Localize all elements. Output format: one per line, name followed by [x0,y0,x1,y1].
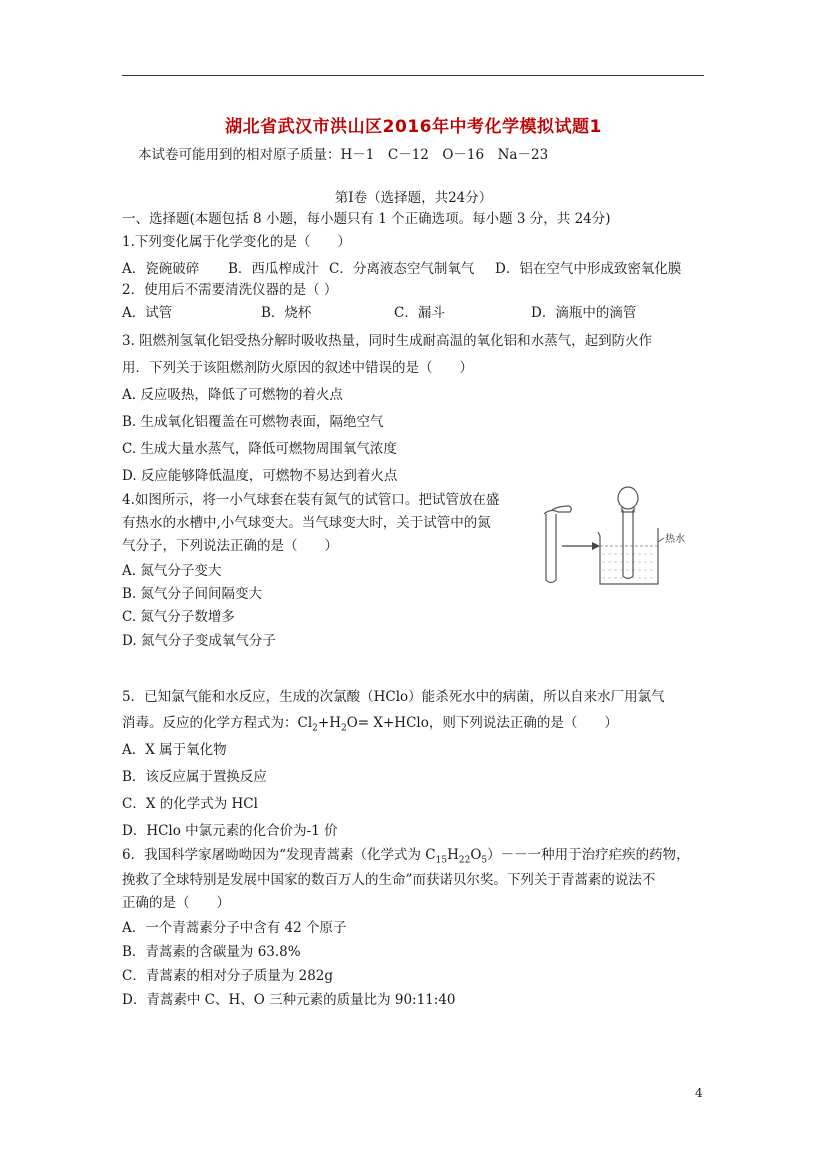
test-tube-before [544,506,571,583]
q6-stem-text: 6．我国科学家屠呦呦因为“发现青蒿素（化学式为 C [122,847,436,863]
q5-subscript: 2 [312,723,318,734]
test-tube-after [618,487,638,579]
q4-stem-line1: 4.如图所示，将一小气球套在装有氮气的试管口。把试管放在盛 [122,492,500,508]
q2-option-d: D．滴瓶中的滴管 [531,305,637,321]
q5-option-b: B．该反应属于置换反应 [122,769,267,785]
q1-stem: 1.下列变化属于化学变化的是（ ） [122,234,351,250]
q2-option-c: C．漏斗 [394,305,445,321]
page-number: 4 [695,1086,703,1100]
atomic-masses-note: 本试卷可能用到的相对原子质量：H－1 C－12 O－16 Na－23 [138,147,549,163]
q2-options [122,304,636,322]
q3-option-d: D. 反应能够降低温度，可燃物不易达到着火点 [122,468,398,484]
q4-option-b: B. 氮气分子间间隔变大 [122,586,263,602]
q5-option-d: D．HClo 中氯元素的化合价为-1 价 [122,823,338,839]
q6-stem-line3: 正确的是（ ） [122,895,230,911]
q5-subscript: 2 [340,723,347,734]
section-heading: 第Ⅰ卷（选择题，共24分） [334,190,493,206]
q5-option-c: C．X 的化学式为 HCl [122,796,258,812]
q5-stem-line2 [122,714,618,738]
q5-option-a: A．X 属于氧化物 [122,742,227,758]
q6-option-b: B．青蒿素的含碳量为 63.8% [122,944,301,960]
balloon-test-tube-figure [540,484,700,588]
q5-stem-text: O= X+HClo，则下列说法正确的是（ ） [346,715,618,731]
q6-subscript: 15 [435,855,448,866]
page-title: 湖北省武汉市洪山区2016年中考化学模拟试题1 [225,117,602,137]
q6-stem-line1 [122,846,690,870]
q6-option-a: A．一个青蒿素分子中含有 42 个原子 [122,920,347,936]
q3-option-c: C. 生成大量水蒸气，降低可燃物周围氧气浓度 [122,441,397,457]
q3-stem-line2: 用．下列关于该阻燃剂防火原因的叙述中错误的是（ ） [122,360,473,376]
q4-option-a: A. 氮气分子变大 [122,563,222,579]
q2-option-a: A．试管 [122,305,173,321]
q1-option-d: D．铝在空气中形成致密氧化膜 [495,261,682,277]
section-instructions: 一、选择题(本题包括 8 小题，每小题只有 1 个正确选项。每小题 3 分，共 24分) [122,211,611,227]
q6-stem-text: H [447,847,459,863]
q3-stem-line1: 3. 阻燃剂氢氧化铝受热分解时吸收热量，同时生成耐高温的氧化铝和水蒸气，起到防火作 [122,333,653,349]
q6-subscript: 22 [458,855,471,866]
hot-water-label: 热水 [665,534,685,545]
water-trough [598,528,658,584]
q4-stem-line3: 气分子，下列说法正确的是（ ） [122,538,338,554]
q4-option-c: C. 氮气分子数增多 [122,609,235,625]
q6-subscript: 5 [481,855,488,866]
header-rule [122,75,704,76]
q1-option-c: C．分离液态空气制氧气 [329,261,475,277]
q6-stem-text: O [470,847,482,863]
q2-stem: 2．使用后不需要清洗仪器的是（ ） [122,282,338,298]
q6-option-c: C．青蒿素的相对分子质量为 282g [122,968,334,984]
q4-option-d: D. 氮气分子变成氧气分子 [122,633,276,649]
q5-stem-line1: 5．已知氯气能和水反应，生成的次氯酸（HClo）能杀死水中的病菌，所以自来水厂用氯气 [122,689,665,705]
q3-option-b: B. 生成氧化铝覆盖在可燃物表面，隔绝空气 [122,414,384,430]
q2-option-b: B．烧杯 [261,305,312,321]
q1-option-a: A．瓷碗破碎 [122,261,200,277]
q1-option-b: B．西瓜榨成汁 [228,261,319,277]
arrow-icon [562,542,600,550]
q6-stem-text: ）－－一种用于治疗疟疾的药物， [487,847,690,863]
q1-options [122,260,681,278]
q6-stem-line2: 挽救了全球特别是发展中国家的数百万人的生命”而获诺贝尔奖。下列关于青蒿素的说法不 [122,872,656,888]
q4-stem-line2: 有热水的水槽中,小气球变大。当气球变大时，关于试管中的氮 [122,515,491,531]
q5-stem-text: +H [317,715,341,731]
q5-stem-text: 消毒。反应的化学方程式为：Cl [122,715,313,731]
q3-option-a: A. 反应吸热，降低了可燃物的着火点 [122,387,343,403]
q6-option-d: D．青蒿素中 C、H、O 三种元素的质量比为 90:11:40 [122,992,456,1008]
